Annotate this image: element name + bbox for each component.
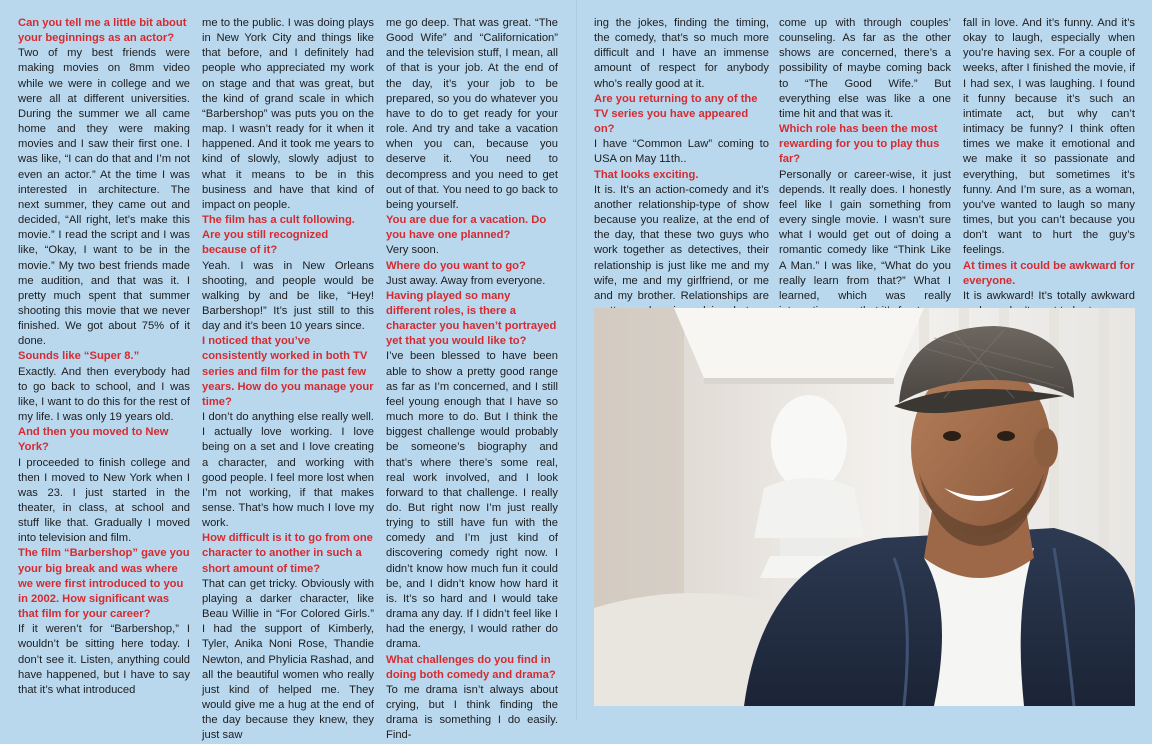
interview-answer: come up with through couples’ counseling. As far as the other shows are concerned, there’s a possibility of maybe coming back to “The Good Wife.” But everything else was like a one time hit and that was it. bbox=[779, 17, 951, 120]
interview-answer: Two of my best friends were making movies on 8mm video while we were in college and we were all at different universities. During the summer we all came home and they were making movies and I saw their first one. I was like, “I can do that and I’m not even an actor.” At the time I was interested in architecture. The next summer, they came out and decided, “All right, let’s make this movie.” I read the script and I was like, “Okay, I want to be in the movie.” My two best friends made me audition, and that was it. I pretty much spent that summer shooting this movie that we never finished. We got about 75% of it done. bbox=[18, 47, 190, 348]
article-column-6 bbox=[963, 16, 1135, 308]
interview-answer: Yeah. I was in New Orleans shooting, and people would be walking by and be like, “Hey! Barbershop!” It’s just still to this day and it’s been 10 years since. bbox=[202, 259, 374, 333]
interview-answer: It is. It’s an action-comedy and it’s another relationship-type of show because you realize, at the end of the day, that these two guys who work together as detectives, their relationship is just like me and my wife, me and my girlfriend, or me and my brother. Relationships are bbox=[594, 183, 769, 302]
portrait-illustration bbox=[594, 308, 1135, 706]
interview-answer: Personally or career-wise, it just depends. It really does. I honestly feel like I gain something from every single movie. I wasn’t sure what I would get out of doing a romantic comedy like “Think Like A Man.” I was like, “What do you really learn from that?” What I learned, which was really bbox=[779, 168, 951, 302]
interview-question: What challenges do you find in doing both comedy and drama? bbox=[386, 653, 556, 681]
interview-answer: I don’t do anything else really well. I actually love working. I love being on a set and I love creating a character, and working with good people. I feel more lost when I’m not working, if that makes sense. That’s how much I love my work. bbox=[202, 411, 374, 530]
interview-answer: me to the public. I was doing plays in New York City and things like that before, and I definitely had people who appreciated my work on stage and that was great, but the kind of grand scale in which “Barbershop” was puts you on the map. I wasn’t ready for it when it happened. And it took me years to kind of slowly, slowly adjust to what it means to be in this business and have that kind of impact on people. bbox=[202, 17, 374, 211]
interview-answer: I proceeded to finish college and then I moved to New York when I was 23. I just started in the theater, in class, at school and stuff like that. Gradually I moved into television and film. bbox=[18, 456, 190, 545]
interview-answer: I have “Common Law” coming to USA on May 11th.. bbox=[594, 138, 769, 166]
interview-question: You are due for a vacation. Do you have one planned? bbox=[386, 214, 547, 242]
interview-question: Can you tell me a little bit about your beginnings as an actor? bbox=[18, 17, 187, 45]
interview-answer: me go deep. That was great. “The Good Wife” and “Californication” and the television stuff, I mean, all of that is your job. At the end of the day, it’s your job to be prepared, so you do whatever you have to do to get ready for your role. And try and take a vacation when you can, because you deserve it. You need to decompress and you need to get out of that. You need to go back to being yourself. bbox=[386, 17, 558, 211]
interview-answer: I’ve been blessed to have been able to show a pretty good range as far as I’m concerned, and I still feel young enough that I have so much more to do. But I think the biggest challenge would probably be someone’s biography and that’s where there’s some real, real work involved, and I look forward to that challenge. I really do. But right now I’m just really trying to still have fun with the comedy and I’m just kind of discovering comedy right now. I didn’t know how much fun it could be, and I didn’t know how hard it is. It’s so hard and I would take drama any day. If I didn’t feel like I had the energy, I would rather do drama. bbox=[386, 350, 558, 651]
interview-question: That looks exciting. bbox=[594, 168, 699, 181]
interview-question: At times it could be awkward for everyone. bbox=[963, 259, 1135, 287]
interview-question: Where do you want to go? bbox=[386, 259, 526, 272]
interview-answer: To me drama isn’t always about crying, but I think finding the drama is something I do easily. Find- bbox=[386, 683, 558, 742]
interview-question: Which role has been the most rewarding for you to play thus far? bbox=[779, 123, 940, 166]
interview-question: The film “Barbershop” gave you your big break and was where we were first introduced to you in 2002. How significant was that film for your career? bbox=[18, 547, 190, 621]
interview-answer: It is awkward! It’s totally awkward bbox=[963, 289, 1135, 302]
interview-answer: fall in love. And it’s funny. And it’s okay to laugh, especially when you’re having sex. For a couple of weeks, after I finished the movie, if I had sex, I was laughing. I found it funny because it’s such an intimate act, but why can’t intimacy be funny? I think often times we make it emotional and we make it so passionate and everything, but sometimes it’s funny. And I’m sure, as a woman, you’ve wanted to laugh so many times, but you can’t because you don’t want to hurt the guy’s feelings. bbox=[963, 17, 1135, 257]
interview-question: And then you moved to New York? bbox=[18, 426, 169, 454]
interview-question: How difficult is it to go from one character to another in such a short amount of time? bbox=[202, 532, 373, 575]
article-column-2 bbox=[202, 16, 374, 742]
article-column-5 bbox=[779, 16, 951, 308]
interview-question: The film has a cult following. Are you still recognized because of it? bbox=[202, 214, 355, 257]
interview-answer: Exactly. And then everybody had to go back to school, and I was like, I want to do this for the rest of my life. I was only 19 years old. bbox=[18, 365, 190, 424]
interview-question: I noticed that you’ve consistently worked in both TV series and film for the past few years. How do you manage your time? bbox=[202, 335, 374, 408]
interview-question: Having played so many different roles, is there a character you haven’t portrayed yet that you would like to? bbox=[386, 289, 557, 348]
interview-question: Are you returning to any of the TV series you have appeared on? bbox=[594, 92, 758, 136]
article-column-3 bbox=[386, 16, 558, 742]
article-column-1 bbox=[18, 16, 190, 720]
interview-answer: Very soon. bbox=[386, 244, 439, 257]
interview-answer: Just away. Away from everyone. bbox=[386, 274, 546, 287]
interview-answer: That can get tricky. Obviously with playing a darker character, like Beau Willie in “For Colored Girls.” I had the support of Kimberly, Tyler, Anika Noni Rose, Thandie Newton, and Phylicia Rashad, and all the beautiful women who really just kind of helped me. They would give me a hug at the end of the day because they knew, they just saw bbox=[202, 577, 374, 742]
portrait-photo bbox=[594, 308, 1135, 706]
article-column-4 bbox=[594, 16, 769, 308]
interview-answer: If it weren’t for “Barbershop,” I wouldn’t be sitting here today. I don’t see it. Listen, anything could have happened, but I have to say that it’s what introduced bbox=[18, 623, 190, 696]
interview-question: Sounds like “Super 8.” bbox=[18, 350, 140, 363]
interview-answer: ing the jokes, finding the timing, the comedy, that’s so much more difficult and I have an immense amount of respect for anybody who’s really good at it. bbox=[594, 17, 769, 90]
page-gutter bbox=[576, 0, 577, 720]
